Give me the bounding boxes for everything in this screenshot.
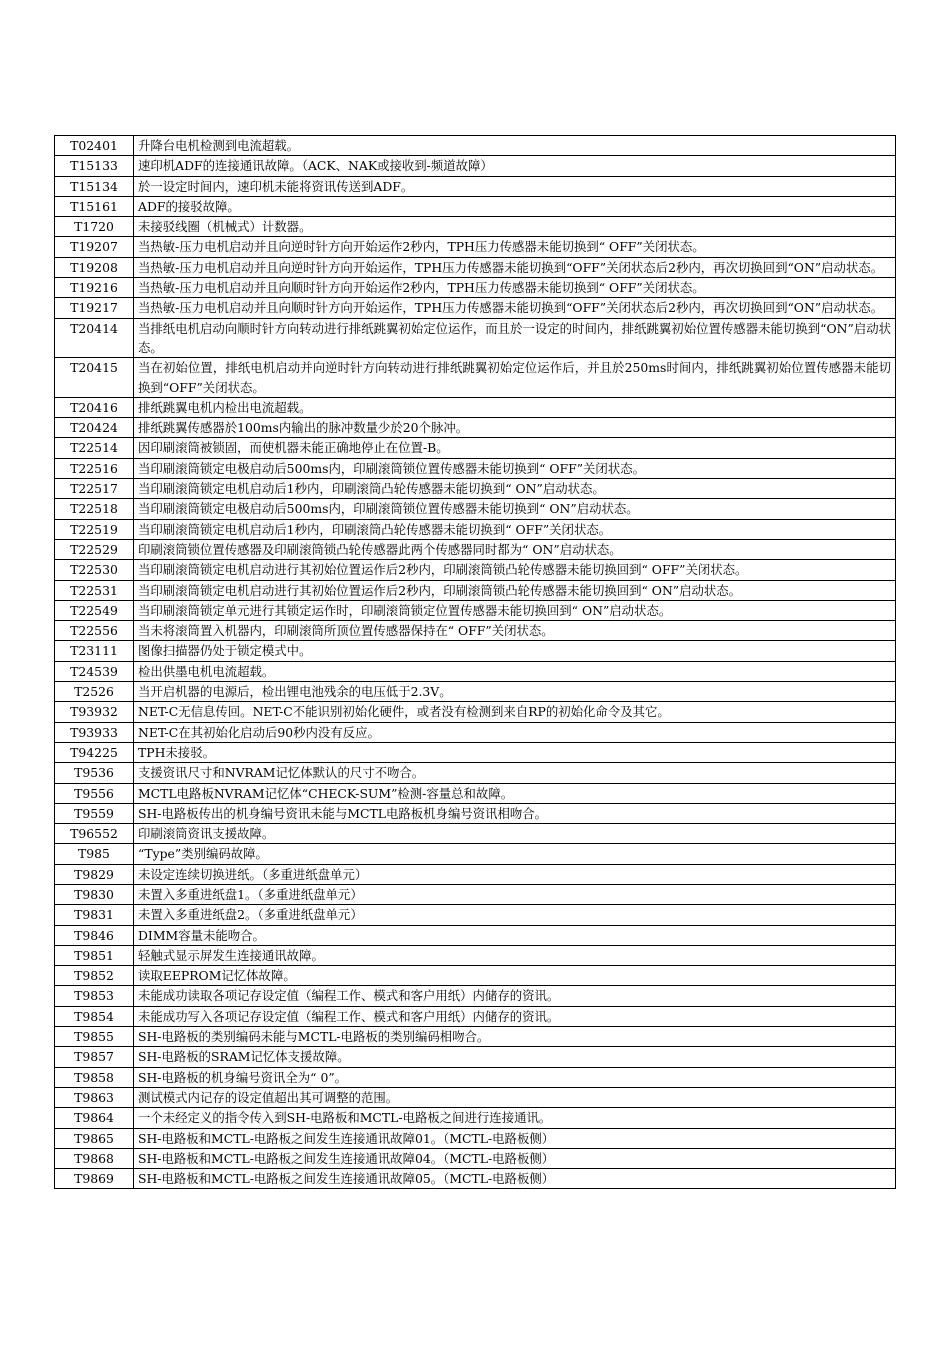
error-code-cell: T9851 [55, 945, 134, 965]
error-code-cell: T9869 [55, 1169, 134, 1189]
error-description-cell: 当印刷滚筒锁定电机启动后1秒内，印刷滚筒凸轮传感器未能切换到“ ON”启动状态。 [134, 479, 896, 499]
table-row [55, 641, 896, 661]
error-description-cell: 当未将滚筒置入机器内，印刷滚筒所顶位置传感器保持在“ OFF”关闭状态。 [134, 621, 896, 641]
table-row [55, 945, 896, 965]
table-row [55, 844, 896, 864]
table-row [55, 966, 896, 986]
error-code-cell: T22518 [55, 499, 134, 519]
table-row [55, 905, 896, 925]
error-code-table-body [55, 136, 896, 1189]
table-row [55, 176, 896, 196]
table-row [55, 1128, 896, 1148]
error-description-cell: DIMM容量未能吻合。 [134, 925, 896, 945]
error-description-cell: SH-电路板的类别编码未能与MCTL-电路板的类别编码相吻合。 [134, 1027, 896, 1047]
error-code-cell: T22556 [55, 621, 134, 641]
table-row [55, 519, 896, 539]
error-code-cell: T02401 [55, 136, 134, 156]
error-code-cell: T22516 [55, 458, 134, 478]
error-description-cell: NET-C在其初始化启动后90秒内没有反应。 [134, 722, 896, 742]
error-description-cell: 当热敏-压力电机启动并且向逆时针方向开始运作，TPH压力传感器未能切换到“OFF”关闭状态后2秒内，再次切换回到“ON”启动状态。 [134, 257, 896, 277]
table-row [55, 358, 896, 398]
error-code-cell: T20416 [55, 397, 134, 417]
error-code-cell: T985 [55, 844, 134, 864]
table-row [55, 1067, 896, 1087]
table-row [55, 986, 896, 1006]
error-description-cell: 当热敏-压力电机启动并且向顺时针方向开始运作2秒内，TPH压力传感器未能切换到“ OFF”关闭状态。 [134, 278, 896, 298]
table-row [55, 702, 896, 722]
error-code-cell: T2526 [55, 682, 134, 702]
error-code-cell: T19207 [55, 237, 134, 257]
error-description-cell: 当排纸电机启动向顺时针方向转动进行排纸跳翼初始定位运作，而且於一设定的时间内，排纸跳翼初始位置传感器未能切换到“ON”启动状态。 [134, 318, 896, 358]
table-row [55, 1148, 896, 1168]
table-row [55, 682, 896, 702]
error-description-cell: 印刷滚筒资讯支援故障。 [134, 824, 896, 844]
error-description-cell: SH-电路板和MCTL-电路板之间发生连接通讯故障01。（MCTL-电路板侧） [134, 1128, 896, 1148]
error-code-cell: T9852 [55, 966, 134, 986]
error-description-cell: “Type”类别编码故障。 [134, 844, 896, 864]
table-row [55, 1006, 896, 1026]
table-row [55, 824, 896, 844]
error-description-cell: ADF的接驳故障。 [134, 196, 896, 216]
error-description-cell: 未能成功读取各项记存设定值（编程工作、模式和客户用纸）内储存的资讯。 [134, 986, 896, 1006]
error-description-cell: 未设定连续切换进纸。（多重进纸盘单元） [134, 864, 896, 884]
error-code-cell: T9846 [55, 925, 134, 945]
error-description-cell: SH-电路板传出的机身编号资讯未能与MCTL电路板机身编号资讯相吻合。 [134, 803, 896, 823]
error-code-cell: T96552 [55, 824, 134, 844]
error-description-cell: 当印刷滚筒锁定电极启动后500ms内，印刷滚筒锁位置传感器未能切换到“ OFF”关闭状态。 [134, 458, 896, 478]
table-row [55, 298, 896, 318]
error-description-cell: SH-电路板和MCTL-电路板之间发生连接通讯故障04。（MCTL-电路板侧） [134, 1148, 896, 1168]
error-code-cell: T9853 [55, 986, 134, 1006]
error-code-cell: T15161 [55, 196, 134, 216]
error-code-cell: T9829 [55, 864, 134, 884]
table-row [55, 539, 896, 559]
table-row [55, 580, 896, 600]
error-description-cell: 未置入多重进纸盘1。（多重进纸盘单元） [134, 884, 896, 904]
table-row [55, 418, 896, 438]
table-row [55, 661, 896, 681]
error-code-cell: T22549 [55, 600, 134, 620]
error-description-cell: 未能成功写入各项记存设定值（编程工作、模式和客户用纸）内储存的资讯。 [134, 1006, 896, 1026]
error-code-cell: T9854 [55, 1006, 134, 1026]
error-description-cell: 当热敏-压力电机启动并且向逆时针方向开始运作2秒内，TPH压力传感器未能切换到“ OFF”关闭状态。 [134, 237, 896, 257]
error-code-table [54, 135, 896, 1189]
error-description-cell: 当在初始位置，排纸电机启动并向逆时针方向转动进行排纸跳翼初始定位运作后，并且於250ms时间内，排纸跳翼初始位置传感器未能切换到“OFF”关闭状态。 [134, 358, 896, 398]
table-row [55, 397, 896, 417]
error-code-cell: T15134 [55, 176, 134, 196]
error-code-cell: T1720 [55, 217, 134, 237]
table-row [55, 925, 896, 945]
error-code-cell: T9831 [55, 905, 134, 925]
error-code-cell: T19217 [55, 298, 134, 318]
table-row [55, 742, 896, 762]
error-code-cell: T23111 [55, 641, 134, 661]
table-row [55, 1108, 896, 1128]
error-code-cell: T22529 [55, 539, 134, 559]
error-code-cell: T22517 [55, 479, 134, 499]
table-row [55, 600, 896, 620]
error-description-cell: 未置入多重进纸盘2。（多重进纸盘单元） [134, 905, 896, 925]
error-code-cell: T9855 [55, 1027, 134, 1047]
table-row [55, 783, 896, 803]
error-description-cell: 支援资讯尺寸和NVRAM记忆体默认的尺寸不吻合。 [134, 763, 896, 783]
table-row [55, 136, 896, 156]
table-row [55, 560, 896, 580]
error-description-cell: 一个未经定义的指令传入到SH-电路板和MCTL-电路板之间进行连接通讯。 [134, 1108, 896, 1128]
error-code-cell: T9857 [55, 1047, 134, 1067]
table-row [55, 1027, 896, 1047]
error-description-cell: 速印机ADF的连接通讯故障。（ACK、NAK或接收到-频道故障） [134, 156, 896, 176]
table-row [55, 196, 896, 216]
table-row [55, 1047, 896, 1067]
error-description-cell: 图像扫描器仍处于锁定模式中。 [134, 641, 896, 661]
error-code-cell: T22530 [55, 560, 134, 580]
error-code-cell: T20414 [55, 318, 134, 358]
table-row [55, 803, 896, 823]
error-code-cell: T20415 [55, 358, 134, 398]
error-description-cell: 当印刷滚筒锁定电机启动进行其初始位置运作后2秒内，印刷滚筒锁凸轮传感器未能切换回到“ OFF”关闭状态。 [134, 560, 896, 580]
error-code-cell: T9863 [55, 1087, 134, 1107]
error-code-cell: T19216 [55, 278, 134, 298]
error-description-cell: 印刷滚筒锁位置传感器及印刷滚筒锁凸轮传感器此两个传感器同时都为“ ON”启动状态。 [134, 539, 896, 559]
error-description-cell: 当印刷滚筒锁定电极启动后500ms内，印刷滚筒锁位置传感器未能切换到“ ON”启动状态。 [134, 499, 896, 519]
table-row [55, 864, 896, 884]
error-code-cell: T19208 [55, 257, 134, 277]
error-description-cell: 检出供墨电机电流超载。 [134, 661, 896, 681]
error-description-cell: 读取EEPROM记忆体故障。 [134, 966, 896, 986]
error-code-cell: T9858 [55, 1067, 134, 1087]
error-description-cell: 排纸跳翼传感器於100ms内输出的脉冲数量少於20个脉冲。 [134, 418, 896, 438]
table-row [55, 156, 896, 176]
error-description-cell: MCTL电路板NVRAM记忆体“CHECK-SUM”检测-容量总和故障。 [134, 783, 896, 803]
error-code-cell: T24539 [55, 661, 134, 681]
error-description-cell: 於一设定时间内，速印机未能将资讯传送到ADF。 [134, 176, 896, 196]
error-description-cell: 轻触式显示屏发生连接通讯故障。 [134, 945, 896, 965]
error-code-cell: T9536 [55, 763, 134, 783]
error-code-cell: T9864 [55, 1108, 134, 1128]
error-code-cell: T93933 [55, 722, 134, 742]
error-code-cell: T22514 [55, 438, 134, 458]
table-row [55, 499, 896, 519]
error-code-cell: T22519 [55, 519, 134, 539]
table-row [55, 722, 896, 742]
table-row [55, 318, 896, 358]
error-description-cell: SH-电路板的SRAM记忆体支援故障。 [134, 1047, 896, 1067]
error-description-cell: NET-C无信息传回。NET-C不能识别初始化硬件，或者没有检测到来自RP的初始化命令及其它。 [134, 702, 896, 722]
table-row [55, 278, 896, 298]
error-code-cell: T9559 [55, 803, 134, 823]
error-description-cell: 因印刷滚筒被锁固，而使机器未能正确地停止在位置-B。 [134, 438, 896, 458]
error-description-cell: 排纸跳翼电机内检出电流超载。 [134, 397, 896, 417]
error-description-cell: TPH未接驳。 [134, 742, 896, 762]
error-code-cell: T9865 [55, 1128, 134, 1148]
table-row [55, 438, 896, 458]
error-code-cell: T9556 [55, 783, 134, 803]
table-row [55, 458, 896, 478]
error-description-cell: 当开启机器的电源后，检出锂电池残余的电压低于2.3V。 [134, 682, 896, 702]
table-row [55, 621, 896, 641]
error-description-cell: 未接驳线圈（机械式）计数器。 [134, 217, 896, 237]
error-code-cell: T15133 [55, 156, 134, 176]
error-description-cell: SH-电路板的机身编号资讯全为“ 0”。 [134, 1067, 896, 1087]
error-description-cell: 当印刷滚筒锁定电机启动后1秒内，印刷滚筒凸轮传感器未能切换到“ OFF”关闭状态。 [134, 519, 896, 539]
error-code-cell: T9868 [55, 1148, 134, 1168]
table-row [55, 237, 896, 257]
error-description-cell: 测试模式内记存的设定值超出其可调整的范围。 [134, 1087, 896, 1107]
error-code-cell: T20424 [55, 418, 134, 438]
error-description-cell: 当印刷滚筒锁定电机启动进行其初始位置运作后2秒内，印刷滚筒锁凸轮传感器未能切换回到“ ON”启动状态。 [134, 580, 896, 600]
table-row [55, 217, 896, 237]
table-row [55, 479, 896, 499]
error-code-cell: T93932 [55, 702, 134, 722]
table-row [55, 763, 896, 783]
error-description-cell: 升降台电机检测到电流超载。 [134, 136, 896, 156]
table-row [55, 884, 896, 904]
table-row [55, 257, 896, 277]
table-row [55, 1087, 896, 1107]
error-code-cell: T94225 [55, 742, 134, 762]
error-code-cell: T22531 [55, 580, 134, 600]
table-row [55, 1169, 896, 1189]
error-description-cell: 当印刷滚筒锁定单元进行其锁定运作时，印刷滚筒锁定位置传感器未能切换回到“ ON”启动状态。 [134, 600, 896, 620]
error-code-cell: T9830 [55, 884, 134, 904]
error-description-cell: SH-电路板和MCTL-电路板之间发生连接通讯故障05。（MCTL-电路板侧） [134, 1169, 896, 1189]
error-description-cell: 当热敏-压力电机启动并且向顺时针方向开始运作，TPH压力传感器未能切换到“OFF”关闭状态后2秒内，再次切换回到“ON”启动状态。 [134, 298, 896, 318]
